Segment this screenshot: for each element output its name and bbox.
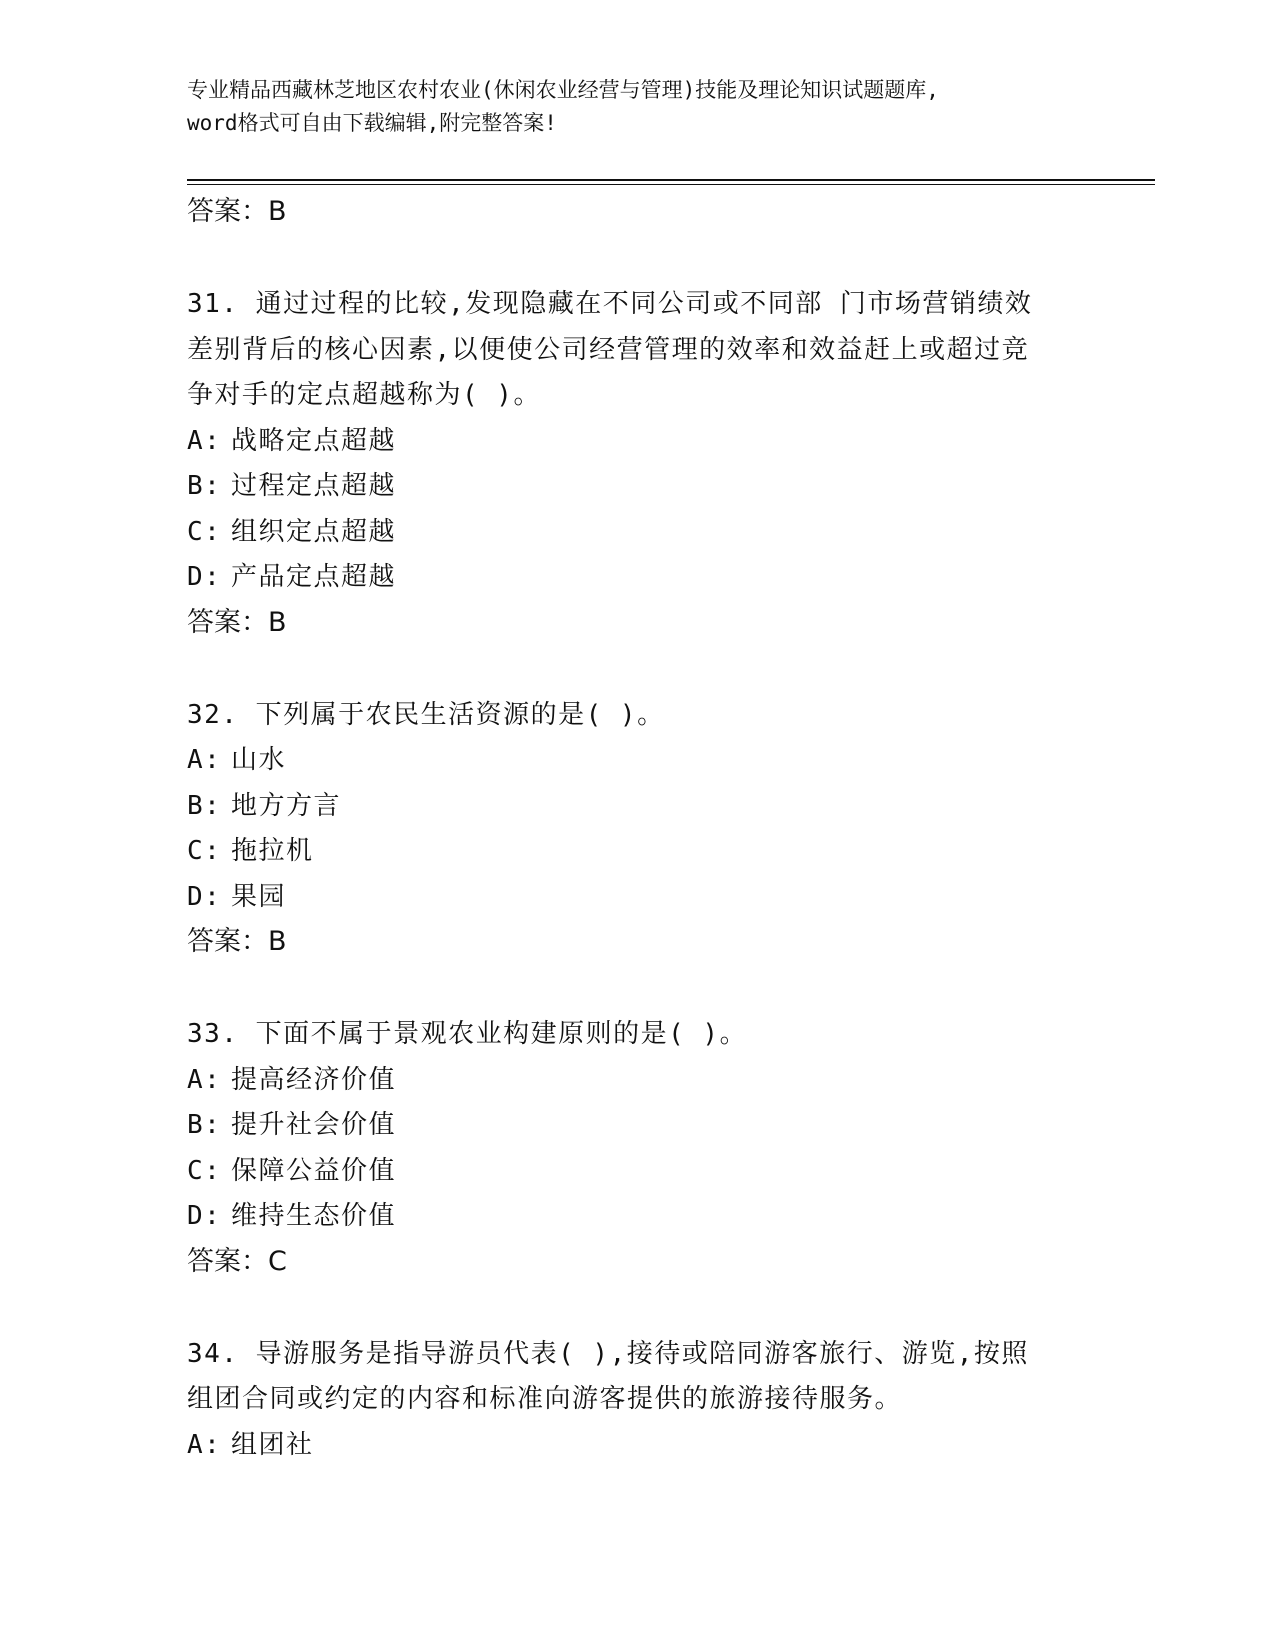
- option-text: 过程定点超越: [231, 471, 397, 501]
- option-letter: D:: [187, 881, 222, 912]
- option-text: 组团社: [231, 1429, 314, 1460]
- answer-line: 答案：B: [187, 606, 287, 638]
- option-letter: A:: [187, 745, 222, 775]
- option-d: [187, 1194, 1087, 1240]
- option-a: [187, 738, 1087, 784]
- option-text: 组织定点超越: [231, 516, 397, 547]
- option-letter: A:: [187, 425, 222, 456]
- option-text: 山水: [231, 745, 287, 775]
- option-b: [187, 464, 1087, 510]
- option-a: [187, 419, 1087, 465]
- option-text: 地方方言: [231, 790, 342, 821]
- page-header: [187, 74, 1087, 140]
- question-block: [187, 282, 1087, 645]
- header-line-1: 专业精品西藏林芝地区农村农业(休闲农业经营与管理)技能及理论知识试题题库,: [187, 78, 939, 102]
- document-body: [187, 190, 1087, 1468]
- option-letter: D:: [187, 562, 222, 592]
- question-line: 33. 下面不属于景观农业构建原则的是( )。: [187, 1019, 748, 1049]
- option-text: 维持生态价值: [231, 1201, 397, 1231]
- header-rule-thin: [187, 184, 1155, 185]
- answer-line: 答案：B: [187, 926, 287, 957]
- option-text: 保障公益价值: [231, 1155, 397, 1186]
- option-letter: B:: [187, 471, 222, 501]
- option-c: [187, 510, 1087, 556]
- option-letter: C:: [187, 1155, 222, 1186]
- option-letter: A:: [187, 1064, 222, 1095]
- option-d: [187, 555, 1087, 601]
- question-text: [187, 1012, 1087, 1058]
- answer-line: 答案：B: [187, 196, 287, 227]
- option-letter: B:: [187, 790, 222, 821]
- question-line: 31. 通过过程的比较,发现隐藏在不同公司或不同部 门市场营销绩效: [187, 289, 1033, 319]
- option-letter: C:: [187, 836, 222, 866]
- option-a: [187, 1058, 1087, 1104]
- question-line: 32. 下列属于农民生活资源的是( )。: [187, 699, 665, 730]
- header-rule-thick: [187, 179, 1155, 181]
- option-letter: B:: [187, 1110, 222, 1140]
- option-text: 产品定点超越: [231, 562, 397, 592]
- option-c: [187, 1149, 1087, 1195]
- option-text: 果园: [231, 881, 287, 912]
- option-c: [187, 829, 1087, 875]
- option-a: [187, 1423, 1087, 1469]
- option-text: 拖拉机: [231, 836, 314, 866]
- question-line: 差别背后的核心因素,以便使公司经营管理的效率和效益赶上或超过竞: [187, 334, 1030, 365]
- question-line: 组团合同或约定的内容和标准向游客提供的旅游接待服务。: [187, 1384, 903, 1414]
- question-line: 34. 导游服务是指导游员代表( ),接待或陪同游客旅行、游览,按照: [187, 1338, 1029, 1369]
- question-text: [187, 282, 1087, 419]
- option-b: [187, 1103, 1087, 1149]
- question-text: [187, 1332, 1087, 1423]
- option-text: 战略定点超越: [231, 425, 397, 456]
- option-text: 提高经济价值: [231, 1064, 397, 1095]
- option-b: [187, 784, 1087, 830]
- question-line: 争对手的定点超越称为( )。: [187, 380, 541, 410]
- question-block: [187, 1332, 1087, 1469]
- header-line-2: word格式可自由下载编辑,附完整答案!: [187, 111, 557, 135]
- question-text: [187, 693, 1087, 739]
- answer-line: 答案：C: [187, 1245, 287, 1277]
- option-d: [187, 875, 1087, 921]
- option-letter: C:: [187, 516, 222, 547]
- question-block: [187, 693, 1087, 965]
- option-letter: A:: [187, 1429, 222, 1460]
- option-letter: D:: [187, 1201, 222, 1231]
- question-block: [187, 1012, 1087, 1284]
- option-text: 提升社会价值: [231, 1110, 397, 1140]
